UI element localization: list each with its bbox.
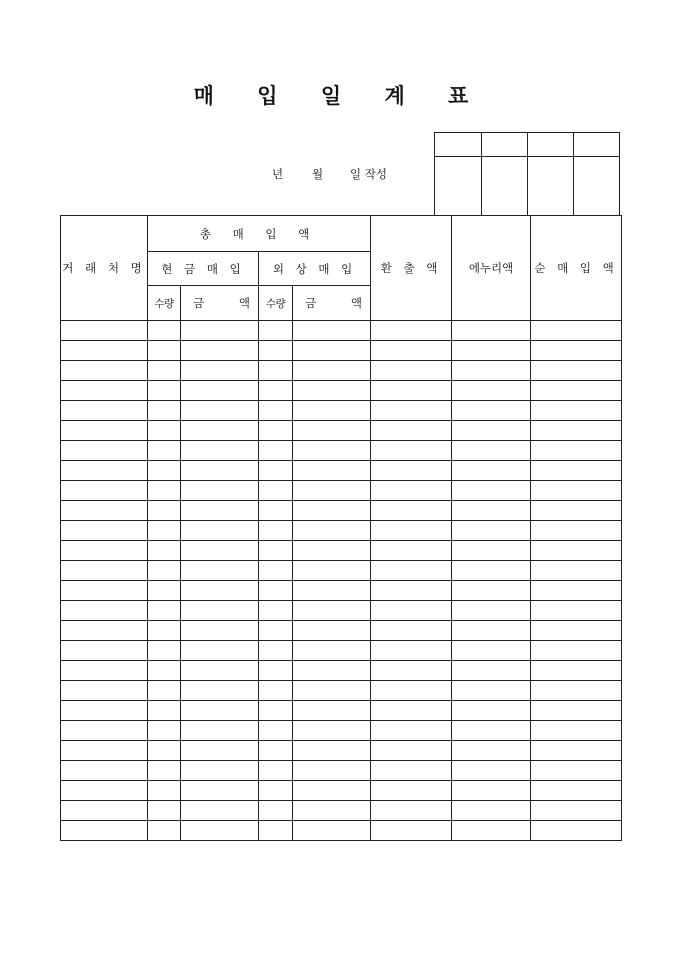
- table-cell[interactable]: [181, 761, 259, 781]
- table-cell[interactable]: [531, 501, 622, 521]
- table-cell[interactable]: [293, 321, 371, 341]
- table-cell[interactable]: [181, 661, 259, 681]
- table-cell[interactable]: [452, 761, 531, 781]
- table-cell[interactable]: [531, 821, 622, 841]
- table-cell[interactable]: [452, 421, 531, 441]
- table-cell[interactable]: [148, 401, 181, 421]
- table-cell[interactable]: [371, 561, 452, 581]
- table-cell[interactable]: [371, 801, 452, 821]
- table-cell[interactable]: [452, 341, 531, 361]
- table-cell[interactable]: [371, 401, 452, 421]
- table-cell[interactable]: [452, 521, 531, 541]
- table-cell[interactable]: [293, 721, 371, 741]
- table-row: [61, 721, 622, 741]
- approval-boxes: [434, 132, 620, 216]
- table-cell[interactable]: [531, 401, 622, 421]
- credit-purchase-header: 외 상 매 입: [259, 252, 371, 286]
- table-cell[interactable]: [371, 321, 452, 341]
- table-cell[interactable]: [181, 561, 259, 581]
- table-cell[interactable]: [148, 821, 181, 841]
- table-cell[interactable]: [181, 321, 259, 341]
- page-title: 매 입 일 계 표: [193, 83, 487, 108]
- table-cell[interactable]: [293, 421, 371, 441]
- table-cell[interactable]: [259, 561, 293, 581]
- approval-sign-cell[interactable]: [435, 157, 482, 216]
- table-cell[interactable]: [293, 821, 371, 841]
- table-cell[interactable]: [531, 521, 622, 541]
- approval-sign-cell[interactable]: [574, 157, 620, 216]
- table-row: [61, 681, 622, 701]
- table-cell[interactable]: [181, 621, 259, 641]
- table-cell[interactable]: [371, 661, 452, 681]
- cash-purchase-header: 현 금 매 입: [148, 252, 259, 286]
- table-row: [61, 541, 622, 561]
- table-cell[interactable]: [452, 561, 531, 581]
- table-cell[interactable]: [531, 641, 622, 661]
- table-cell[interactable]: [259, 721, 293, 741]
- table-row: [61, 641, 622, 661]
- table-cell[interactable]: [61, 541, 148, 561]
- table-cell[interactable]: [61, 781, 148, 801]
- table-cell[interactable]: [148, 721, 181, 741]
- amount-label-right: 액: [238, 296, 250, 310]
- table-cell[interactable]: [61, 381, 148, 401]
- table-cell[interactable]: [61, 441, 148, 461]
- table-cell[interactable]: [293, 481, 371, 501]
- table-cell[interactable]: [293, 341, 371, 361]
- table-cell[interactable]: [61, 401, 148, 421]
- table-cell[interactable]: [452, 401, 531, 421]
- table-cell[interactable]: [181, 541, 259, 561]
- table-cell[interactable]: [61, 581, 148, 601]
- table-cell[interactable]: [148, 741, 181, 761]
- table-cell[interactable]: [371, 361, 452, 381]
- table-cell[interactable]: [531, 581, 622, 601]
- table-row: [61, 821, 622, 841]
- table-cell[interactable]: [148, 481, 181, 501]
- date-line: [272, 166, 397, 182]
- table-cell[interactable]: [452, 321, 531, 341]
- table-cell[interactable]: [148, 501, 181, 521]
- table-cell[interactable]: [61, 681, 148, 701]
- table-cell[interactable]: [371, 621, 452, 641]
- table-cell[interactable]: [293, 801, 371, 821]
- table-cell[interactable]: [293, 361, 371, 381]
- table-cell[interactable]: [148, 761, 181, 781]
- table-cell[interactable]: [531, 661, 622, 681]
- table-cell[interactable]: [61, 501, 148, 521]
- cash-amount-header: [181, 286, 259, 321]
- table-cell[interactable]: [148, 801, 181, 821]
- table-cell[interactable]: [452, 361, 531, 381]
- table-row: [61, 801, 622, 821]
- table-cell[interactable]: [371, 381, 452, 401]
- approval-title-cell[interactable]: [574, 133, 620, 157]
- table-row: [61, 421, 622, 441]
- table-cell[interactable]: [61, 461, 148, 481]
- table-cell[interactable]: [452, 481, 531, 501]
- table-cell[interactable]: [259, 421, 293, 441]
- table-cell[interactable]: [148, 441, 181, 461]
- client-name-header: 거 래 처 명: [61, 216, 148, 321]
- table-cell[interactable]: [293, 401, 371, 421]
- table-cell[interactable]: [531, 321, 622, 341]
- table-row: [61, 781, 622, 801]
- table-cell[interactable]: [371, 641, 452, 661]
- table-cell[interactable]: [531, 601, 622, 621]
- table-cell[interactable]: [531, 561, 622, 581]
- table-cell[interactable]: [181, 701, 259, 721]
- table-cell[interactable]: [531, 621, 622, 641]
- total-purchase-header: 총 매 입 액: [148, 216, 371, 252]
- table-cell[interactable]: [452, 641, 531, 661]
- table-cell[interactable]: [181, 361, 259, 381]
- table-cell[interactable]: [371, 741, 452, 761]
- table-cell[interactable]: [61, 621, 148, 641]
- table-cell[interactable]: [259, 601, 293, 621]
- table-cell[interactable]: [259, 761, 293, 781]
- table-cell[interactable]: [181, 721, 259, 741]
- table-row: [61, 441, 622, 461]
- table-cell[interactable]: [181, 581, 259, 601]
- table-cell[interactable]: [293, 521, 371, 541]
- table-cell[interactable]: [531, 701, 622, 721]
- table-cell[interactable]: [148, 341, 181, 361]
- table-cell[interactable]: [148, 381, 181, 401]
- table-cell[interactable]: [531, 381, 622, 401]
- table-cell[interactable]: [259, 681, 293, 701]
- table-cell[interactable]: [148, 581, 181, 601]
- table-cell[interactable]: [371, 681, 452, 701]
- table-cell[interactable]: [293, 441, 371, 461]
- table-row: [61, 521, 622, 541]
- table-cell[interactable]: [531, 341, 622, 361]
- year-label: 년: [272, 167, 284, 181]
- table-cell[interactable]: [259, 481, 293, 501]
- table-cell[interactable]: [259, 341, 293, 361]
- table-cell[interactable]: [531, 541, 622, 561]
- table-cell[interactable]: [452, 501, 531, 521]
- table-cell[interactable]: [148, 621, 181, 641]
- table-cell[interactable]: [531, 801, 622, 821]
- table-cell[interactable]: [452, 701, 531, 721]
- table-cell[interactable]: [452, 461, 531, 481]
- table-cell[interactable]: [181, 821, 259, 841]
- table-cell[interactable]: [371, 461, 452, 481]
- amount-label-right: 액: [350, 296, 363, 310]
- table-cell[interactable]: [148, 421, 181, 441]
- table-cell[interactable]: [148, 361, 181, 381]
- table-cell[interactable]: [259, 381, 293, 401]
- table-cell[interactable]: [293, 581, 371, 601]
- table-cell[interactable]: [181, 481, 259, 501]
- net-purchase-header: 순 매 입 액: [531, 216, 622, 321]
- table-cell[interactable]: [452, 581, 531, 601]
- table-cell[interactable]: [452, 381, 531, 401]
- table-cell[interactable]: [61, 481, 148, 501]
- table-cell[interactable]: [181, 501, 259, 521]
- table-cell[interactable]: [181, 641, 259, 661]
- table-cell[interactable]: [531, 421, 622, 441]
- table-cell[interactable]: [61, 601, 148, 621]
- table-cell[interactable]: [452, 541, 531, 561]
- table-cell[interactable]: [259, 541, 293, 561]
- table-cell[interactable]: [259, 741, 293, 761]
- table-cell[interactable]: [293, 461, 371, 481]
- table-cell[interactable]: [148, 521, 181, 541]
- table-row: [61, 741, 622, 761]
- table-cell[interactable]: [61, 361, 148, 381]
- table-cell[interactable]: [61, 421, 148, 441]
- table-row: [61, 461, 622, 481]
- table-cell[interactable]: [371, 441, 452, 461]
- table-cell[interactable]: [531, 781, 622, 801]
- table-cell[interactable]: [148, 781, 181, 801]
- table-row: [61, 501, 622, 521]
- table-cell[interactable]: [181, 421, 259, 441]
- table-cell[interactable]: [148, 601, 181, 621]
- table-cell[interactable]: [259, 781, 293, 801]
- table-cell[interactable]: [293, 621, 371, 641]
- table-cell[interactable]: [452, 721, 531, 741]
- table-cell[interactable]: [259, 821, 293, 841]
- table-cell[interactable]: [293, 501, 371, 521]
- table-cell[interactable]: [371, 421, 452, 441]
- table-cell[interactable]: [259, 641, 293, 661]
- table-cell[interactable]: [61, 561, 148, 581]
- amount-label-left: 금: [193, 296, 205, 310]
- table-cell[interactable]: [181, 781, 259, 801]
- table-row: [61, 581, 622, 601]
- table-cell[interactable]: [181, 801, 259, 821]
- table-cell[interactable]: [452, 801, 531, 821]
- table-row: [61, 401, 622, 421]
- table-cell[interactable]: [452, 441, 531, 461]
- table-row: [61, 621, 622, 641]
- amount-label-left: 금: [305, 296, 317, 310]
- credit-quantity-header: 수량: [259, 286, 293, 321]
- table-cell[interactable]: [371, 761, 452, 781]
- returns-header: 환 출 액: [371, 216, 452, 321]
- table-row: [61, 761, 622, 781]
- table-cell[interactable]: [181, 741, 259, 761]
- table-row: [61, 601, 622, 621]
- table-cell[interactable]: [531, 361, 622, 381]
- table-cell[interactable]: [293, 741, 371, 761]
- table-cell[interactable]: [181, 381, 259, 401]
- table-cell[interactable]: [259, 521, 293, 541]
- table-cell[interactable]: [259, 461, 293, 481]
- table-cell[interactable]: [259, 701, 293, 721]
- table-row: [61, 341, 622, 361]
- table-cell[interactable]: [293, 761, 371, 781]
- table-cell[interactable]: [371, 501, 452, 521]
- table-cell[interactable]: [452, 741, 531, 761]
- table-cell[interactable]: [371, 341, 452, 361]
- cash-quantity-header: 수량: [148, 286, 181, 321]
- table-cell[interactable]: [259, 401, 293, 421]
- ledger-body: [61, 321, 622, 841]
- table-cell[interactable]: [259, 321, 293, 341]
- table-cell[interactable]: [371, 541, 452, 561]
- table-cell[interactable]: [371, 721, 452, 741]
- table-row: [61, 321, 622, 341]
- table-cell[interactable]: [148, 641, 181, 661]
- table-cell[interactable]: [371, 821, 452, 841]
- approval-sign-cell[interactable]: [482, 157, 528, 216]
- table-cell[interactable]: [259, 581, 293, 601]
- table-cell[interactable]: [259, 441, 293, 461]
- table-cell[interactable]: [452, 661, 531, 681]
- table-cell[interactable]: [61, 801, 148, 821]
- table-cell[interactable]: [293, 561, 371, 581]
- table-cell[interactable]: [293, 701, 371, 721]
- table-row: [61, 381, 622, 401]
- table-cell[interactable]: [371, 701, 452, 721]
- table-cell[interactable]: [371, 781, 452, 801]
- table-cell[interactable]: [371, 481, 452, 501]
- day-written-label: 일 작성: [350, 167, 387, 181]
- table-cell[interactable]: [371, 601, 452, 621]
- table-cell[interactable]: [531, 681, 622, 701]
- table-cell[interactable]: [531, 721, 622, 741]
- table-row: [61, 481, 622, 501]
- table-cell[interactable]: [61, 641, 148, 661]
- table-cell[interactable]: [181, 441, 259, 461]
- table-cell[interactable]: [293, 661, 371, 681]
- table-cell[interactable]: [452, 821, 531, 841]
- table-cell[interactable]: [61, 761, 148, 781]
- table-cell[interactable]: [148, 701, 181, 721]
- table-cell[interactable]: [61, 721, 148, 741]
- table-cell[interactable]: [531, 481, 622, 501]
- table-cell[interactable]: [259, 361, 293, 381]
- table-cell[interactable]: [452, 621, 531, 641]
- table-cell[interactable]: [293, 541, 371, 561]
- table-cell[interactable]: [293, 781, 371, 801]
- table-cell[interactable]: [531, 461, 622, 481]
- table-cell[interactable]: [293, 601, 371, 621]
- purchase-ledger-table: [60, 215, 622, 841]
- table-cell[interactable]: [61, 521, 148, 541]
- allowance-header: 에누리액: [452, 216, 531, 321]
- table-cell[interactable]: [371, 521, 452, 541]
- approval-title-cell[interactable]: [435, 133, 482, 157]
- table-cell[interactable]: [531, 441, 622, 461]
- table-cell[interactable]: [293, 641, 371, 661]
- table-cell[interactable]: [61, 701, 148, 721]
- table-cell[interactable]: [148, 321, 181, 341]
- table-cell[interactable]: [181, 461, 259, 481]
- table-cell[interactable]: [61, 741, 148, 761]
- table-cell[interactable]: [61, 341, 148, 361]
- table-cell[interactable]: [531, 761, 622, 781]
- table-row: [61, 661, 622, 681]
- table-cell[interactable]: [61, 661, 148, 681]
- table-row: [61, 561, 622, 581]
- table-cell[interactable]: [61, 821, 148, 841]
- approval-sign-cell[interactable]: [528, 157, 574, 216]
- table-cell[interactable]: [531, 741, 622, 761]
- table-cell[interactable]: [181, 341, 259, 361]
- table-cell[interactable]: [259, 801, 293, 821]
- table-cell[interactable]: [452, 681, 531, 701]
- table-cell[interactable]: [293, 381, 371, 401]
- table-cell[interactable]: [61, 321, 148, 341]
- table-cell[interactable]: [181, 401, 259, 421]
- table-cell[interactable]: [181, 521, 259, 541]
- table-cell[interactable]: [148, 661, 181, 681]
- table-cell[interactable]: [148, 461, 181, 481]
- table-cell[interactable]: [452, 601, 531, 621]
- table-cell[interactable]: [148, 561, 181, 581]
- table-cell[interactable]: [452, 781, 531, 801]
- table-cell[interactable]: [293, 681, 371, 701]
- table-cell[interactable]: [371, 581, 452, 601]
- table-cell[interactable]: [181, 601, 259, 621]
- table-cell[interactable]: [259, 501, 293, 521]
- table-row: [61, 701, 622, 721]
- table-cell[interactable]: [148, 541, 181, 561]
- table-cell[interactable]: [181, 681, 259, 701]
- month-label: 월: [312, 167, 324, 181]
- approval-title-cell[interactable]: [528, 133, 574, 157]
- credit-amount-header: [293, 286, 371, 321]
- approval-title-cell[interactable]: [482, 133, 528, 157]
- table-cell[interactable]: [259, 661, 293, 681]
- table-row: [61, 361, 622, 381]
- table-cell[interactable]: [259, 621, 293, 641]
- table-cell[interactable]: [148, 681, 181, 701]
